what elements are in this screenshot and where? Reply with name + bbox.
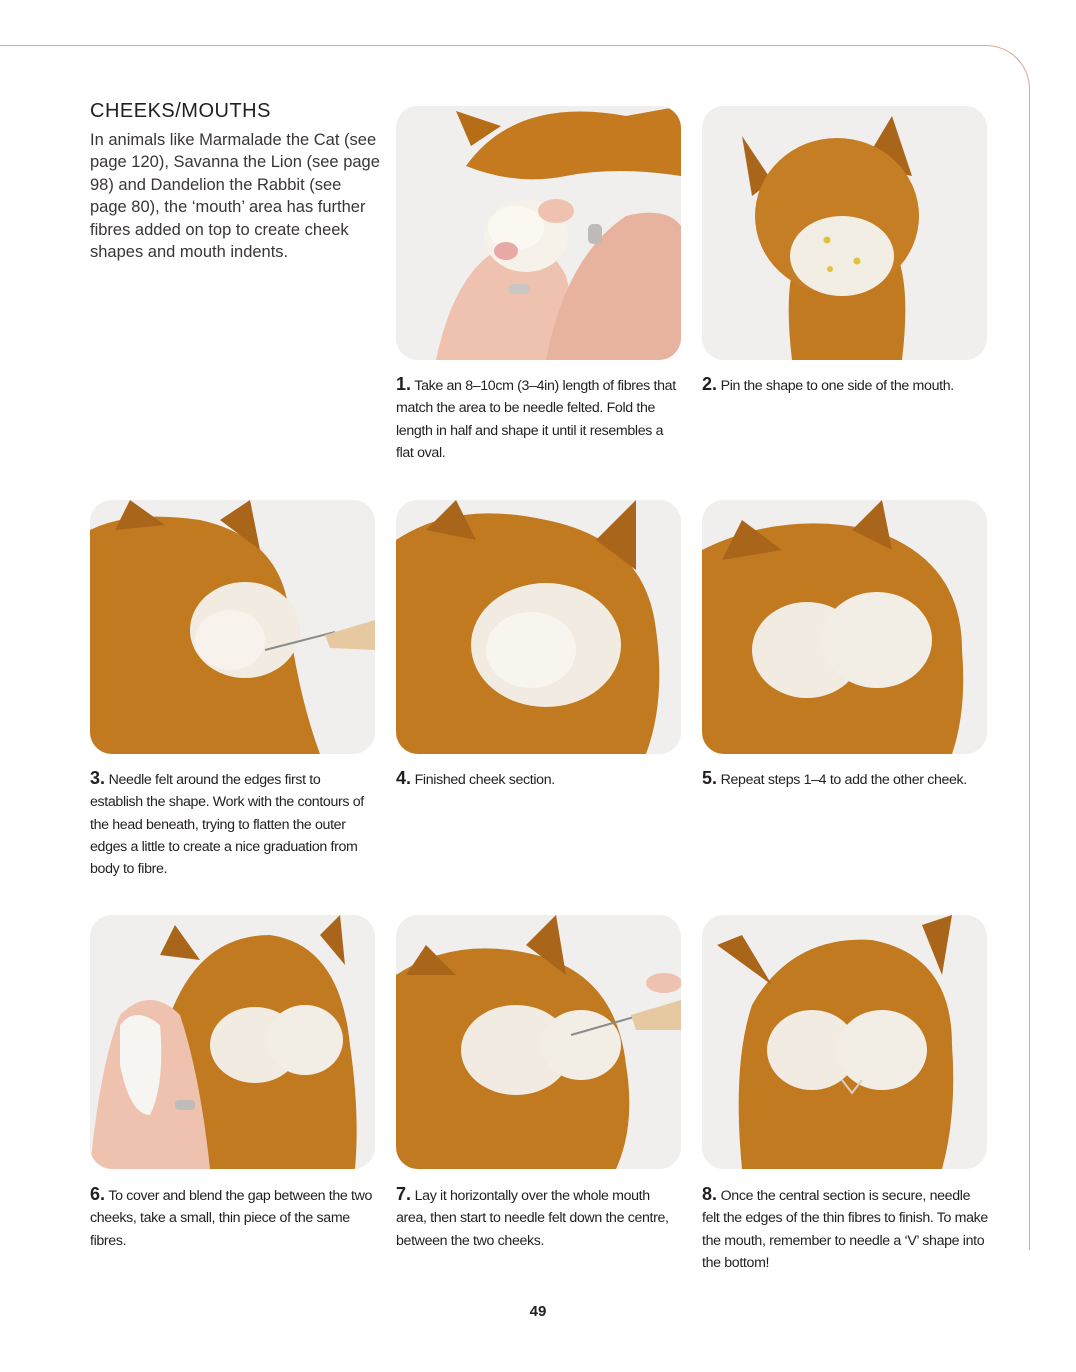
step-6-caption — [90, 1183, 376, 1252]
step-1-caption — [396, 373, 682, 464]
page-number: 49 — [529, 1303, 547, 1320]
step-8-text: Once the central section is secure, needle felt the edges of the thin fibres to finish. To make the mouth, remember to needle a ‘V’ shape into the bottom! — [702, 1188, 988, 1271]
step-1-text: Take an 8–10cm (3–4in) length of fibres that match the area to be needle felted. Fold the length in half and shape it until it resembles a flat oval. — [396, 378, 676, 461]
step-4-caption — [396, 767, 682, 791]
step-2-caption — [702, 373, 988, 397]
step-7-text: Lay it horizontally over the whole mouth area, then start to needle felt down the centre, between the two cheeks. — [396, 1188, 669, 1249]
step-8-number: 8. — [702, 1184, 718, 1204]
step-4-text: Finished cheek section. — [414, 772, 555, 788]
step-2-text: Pin the shape to one side of the mouth. — [720, 378, 954, 394]
step-1-number: 1. — [396, 374, 412, 394]
step-2-number: 2. — [702, 374, 718, 394]
step-5-caption — [702, 767, 988, 791]
step-3-photo — [90, 500, 375, 754]
section-intro: In animals like Marmalade the Cat (see page 120), Savanna the Lion (see page 98) and Dandelion the Rabbit (see page 80), the ‘mouth’ area has further fibres added on top to create cheek shapes and mouth indents. — [90, 131, 380, 262]
step-5-text: Repeat steps 1–4 to add the other cheek. — [720, 772, 967, 788]
step-7-caption — [396, 1183, 682, 1252]
step-1-photo — [396, 106, 681, 360]
step-7-number: 7. — [396, 1184, 412, 1204]
step-3-text: Needle felt around the edges first to establish the shape. Work with the contours of the head beneath, trying to flatten the outer edges a little to create a nice graduation from body to fibre. — [90, 772, 364, 878]
step-6-photo — [90, 915, 375, 1169]
step-5-photo — [702, 500, 987, 754]
step-7-photo — [396, 915, 681, 1169]
intro-block — [90, 100, 380, 263]
step-2-photo — [702, 106, 987, 360]
step-4-photo — [396, 500, 681, 754]
step-6-text: To cover and blend the gap between the two cheeks, take a small, thin piece of the same fibres. — [90, 1188, 373, 1249]
step-3-number: 3. — [90, 768, 106, 788]
step-4-number: 4. — [396, 768, 412, 788]
step-6-number: 6. — [90, 1184, 106, 1204]
step-8-photo — [702, 915, 987, 1169]
step-3-caption — [90, 767, 376, 880]
step-5-number: 5. — [702, 768, 718, 788]
section-title: CHEEKS/MOUTHS — [90, 100, 271, 122]
border-fade — [1020, 1250, 1040, 1290]
step-8-caption — [702, 1183, 988, 1274]
